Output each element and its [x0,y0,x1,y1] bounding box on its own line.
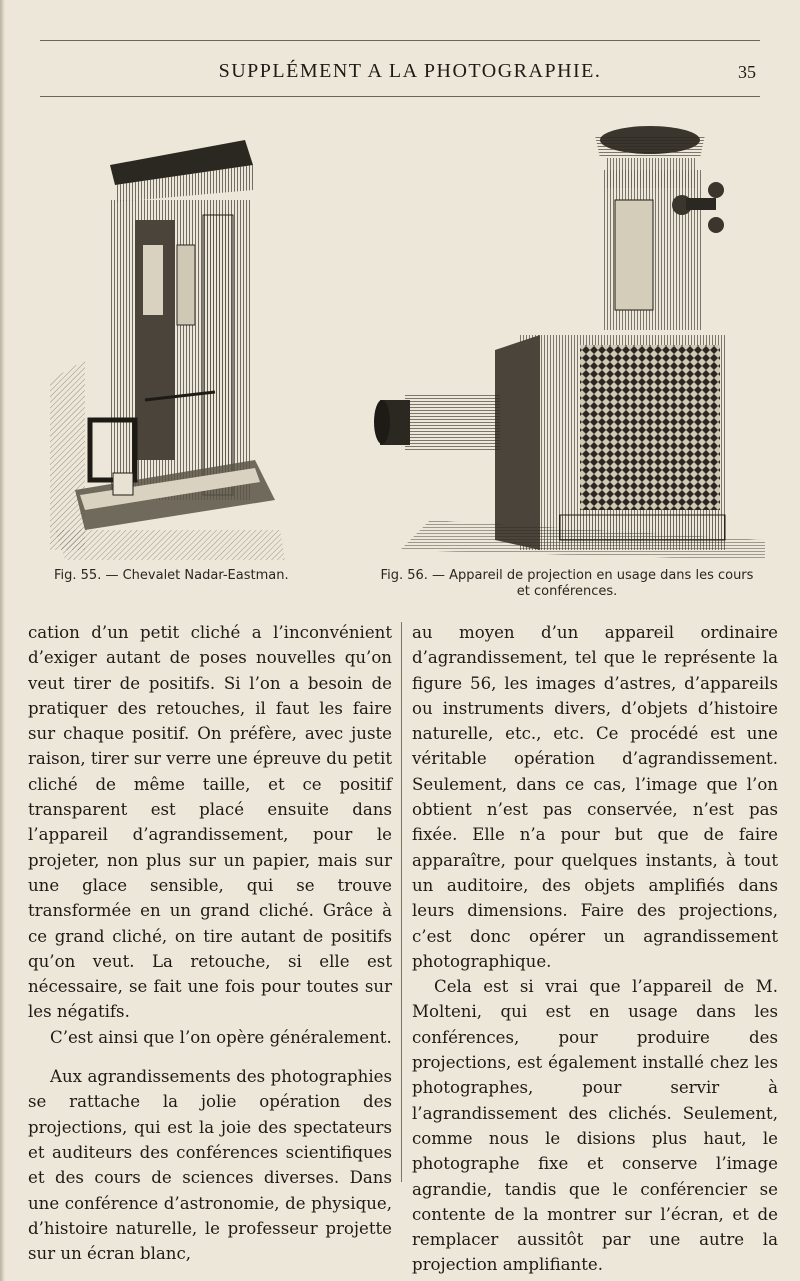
figure-56-caption-line1: Fig. 56. — Appareil de projection en usage dans les cours [380,568,754,583]
left-text-column [28,620,392,1266]
paragraph: au moyen d’un appareil ordinaire d’agrandissement, tel que le représente la figure 56, les images d’astres, d’appareils ou instruments divers, d’objets d’histoire naturelle, etc., etc. Ce procédé est une véritable opération d’agrandissement. Seulement, dans ce cas, l’image que l’on obtient n’est pas conservée, n’est pas fixée. Elle n’a pour but que de faire apparaître, pour quelques instants, à tout un auditoire, des objets amplifiés dans leurs dimensions. Faire des projections, c’est donc opérer un agrandissement photographique. [412,623,778,971]
paragraph: C’est ainsi que l’on opère généralement. [50,1027,392,1047]
paragraph: Cela est si vrai que l’appareil de M. Molteni, qui est en usage dans les conférences, pour produire des projections, est également installé chez les photographes, pour servir à l’agrandissement des clichés. Seulement, comme nous le disions plus haut, le photographe fixe et conserve l’image agrandie, tandis que le conférencier se contente de la montrer sur l’écran, et de remplacer aussitôt par une autre la projection amplifiante. [412,977,778,1275]
running-header: SUPPLÉMENT A LA PHOTOGRAPHIE. [218,60,602,82]
page-number: 35 [738,62,756,82]
figure-55-caption: Fig. 55. — Chevalet Nadar-Eastman. [54,568,289,583]
paragraph: cation d’un petit cliché a l’inconvénient d’exiger autant de poses nouvelles qu’on veut tirer de positifs. Si l’on a besoin de pratiquer des retouches, il faut les faire sur chaque positif. On préfère, avec juste raison, tirer sur verre une épreuve du petit cliché de même taille, et ce positif transparent est placé ensuite dans l’appareil d’agrandissement, pour le projeter, non plus sur un papier, mais sur une glace sensible, qui se trouve transformée en un grand cliché. Grâce à ce grand cliché, on tire autant de positifs qu’on veut. La retouche, si elle est nécessaire, se fait une fois pour toutes sur les négatifs. [28,623,392,1022]
projector-illustration [370,110,765,565]
figure-56-caption-line2: et conférences. [516,584,618,599]
paragraph: Aux agrandissements des photographies se rattache la jolie opération des projections, qui est la joie des spectateurs et auditeurs des conférences scientifiques et des cours de sciences diverses. Dans une conférence d’astronomie, de physique, d’histoire naturelle, le professeur projette sur un écran blanc, [28,1067,392,1264]
header-rule-top [40,40,760,41]
easel-illustration [45,130,290,565]
right-text-column [412,620,778,1278]
page-edge-shadow [0,0,5,1281]
header-rule-bottom [40,96,760,97]
column-divider [401,622,402,1182]
figure-56-caption [367,568,767,600]
